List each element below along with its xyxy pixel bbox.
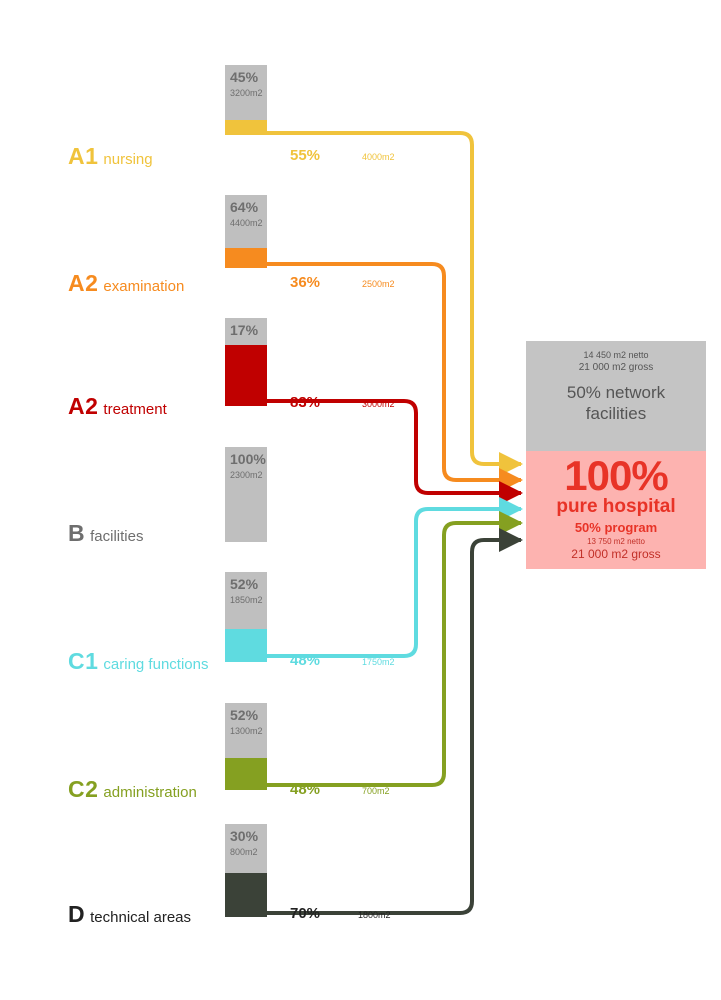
grey-area-label: 1300m2 — [230, 726, 263, 736]
grey-percent-label: 64% — [230, 199, 259, 215]
bar-technical-areas — [225, 824, 267, 917]
target-network-line1: 50% network — [566, 382, 666, 402]
flow-percent-label: 36% — [290, 274, 321, 291]
bar-grey-segment — [225, 703, 267, 758]
bar-grey-segment — [225, 318, 267, 345]
category-name: examination — [103, 278, 185, 295]
category-name: nursing — [103, 151, 153, 168]
grey-area-label: 800m2 — [230, 847, 258, 857]
bar-administration — [225, 703, 267, 790]
flow-area-label: 1800m2 — [358, 910, 391, 920]
bar-grey-segment — [225, 572, 267, 629]
grey-area-label: 4400m2 — [230, 218, 263, 228]
category-code: A2 — [68, 393, 99, 419]
flow-path-examination — [267, 264, 521, 480]
category-name: administration — [103, 784, 197, 801]
target-pure-hospital-label: pure hospital — [556, 496, 676, 517]
bar-nursing — [225, 65, 267, 135]
flow-path-caring-functions — [267, 509, 521, 656]
category-name: technical areas — [90, 909, 192, 926]
category-code: A2 — [68, 270, 99, 296]
flow-path-nursing — [267, 133, 521, 464]
category-name: facilities — [90, 528, 144, 545]
category-label-caring-functions — [68, 650, 208, 673]
target-program-label: 50% program — [574, 519, 658, 535]
grey-percent-label: 52% — [230, 576, 259, 592]
flow-area-label: 700m2 — [362, 786, 390, 796]
category-code: A1 — [68, 143, 99, 169]
category-code: C2 — [68, 776, 99, 802]
flow-area-label: 2500m2 — [362, 279, 395, 289]
category-label-treatment — [68, 395, 167, 418]
bar-treatment — [225, 318, 267, 406]
bar-grey-segment — [225, 65, 267, 120]
bar-grey-segment — [225, 824, 267, 873]
target-block — [526, 341, 706, 569]
grey-area-label: 1850m2 — [230, 595, 263, 605]
target-hospital-section — [526, 451, 706, 569]
grey-percent-label: 30% — [230, 828, 259, 844]
bar-color-segment — [225, 629, 267, 662]
grey-percent-label: 45% — [230, 69, 259, 85]
category-label-facilities — [68, 522, 143, 545]
target-percent-label: 100% — [564, 452, 668, 499]
grey-percent-label: 52% — [230, 707, 259, 723]
bar-grey-segment — [225, 195, 267, 248]
grey-percent-label: 17% — [230, 322, 259, 338]
bar-color-segment — [225, 120, 267, 135]
flow-area-label: 4000m2 — [362, 152, 395, 162]
category-code: C1 — [68, 648, 99, 674]
category-label-technical-areas — [68, 903, 191, 926]
target-sub-netto-label: 13 750 m2 netto — [587, 536, 645, 546]
grey-area-label: 3200m2 — [230, 88, 263, 98]
grey-percent-label: 100% — [230, 451, 266, 467]
bar-examination — [225, 195, 267, 268]
category-label-administration — [68, 778, 197, 801]
bar-facilities — [225, 447, 267, 542]
bar-grey-segment — [225, 447, 267, 542]
target-network-section — [526, 341, 706, 451]
flow-percent-label: 48% — [290, 781, 321, 798]
bar-color-segment — [225, 248, 267, 268]
category-name: caring functions — [103, 656, 209, 673]
target-gross-label: 21 000 m2 gross — [578, 362, 654, 374]
target-sub-gross-label: 21 000 m2 gross — [571, 547, 661, 562]
bar-color-segment — [225, 873, 267, 917]
bar-caring-functions — [225, 572, 267, 662]
flow-area-label: 1750m2 — [362, 657, 395, 667]
category-code: B — [68, 520, 86, 546]
category-code: D — [68, 901, 86, 927]
flow-area-label: 3000m2 — [362, 399, 395, 409]
flow-percent-label: 55% — [290, 147, 321, 164]
category-label-nursing — [68, 145, 153, 168]
flow-percent-label: 70% — [290, 905, 321, 922]
grey-area-label: 2300m2 — [230, 470, 263, 480]
target-netto-label: 14 450 m2 netto — [583, 350, 649, 360]
flow-path-technical-areas — [267, 540, 521, 913]
category-label-examination — [68, 272, 184, 295]
category-name: treatment — [103, 401, 167, 418]
flow-percent-label: 48% — [290, 652, 321, 669]
bar-color-segment — [225, 758, 267, 790]
target-network-line2: facilities — [585, 403, 647, 423]
bar-color-segment — [225, 345, 267, 406]
flow-percent-label: 83% — [290, 394, 321, 411]
